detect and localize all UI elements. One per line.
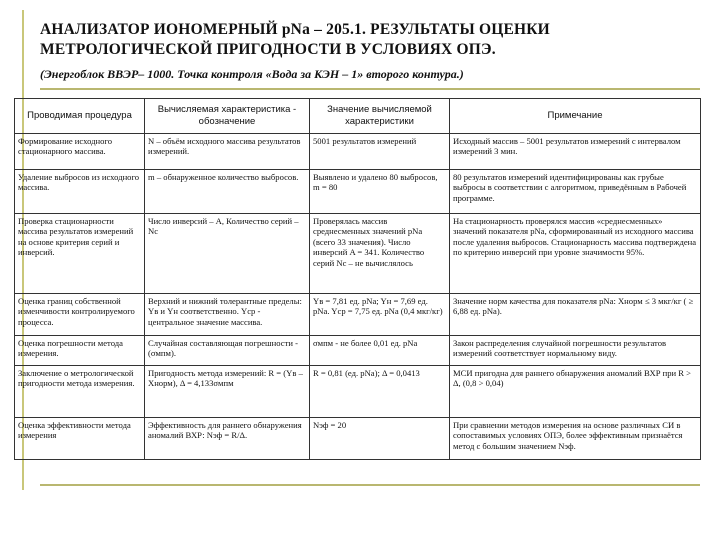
table-cell: R = 0,81 (ед. pNa); Δ = 0,0413	[310, 366, 450, 418]
table-row	[15, 294, 701, 336]
table-cell: Оценка границ собственной изменчивости контролируемого процесса.	[15, 294, 145, 336]
header-value: Значение вычисляемой характеристики	[310, 99, 450, 134]
page-title: АНАЛИЗАТОР ИОНОМЕРНЫЙ pNa – 205.1. РЕЗУЛЬТАТЫ ОЦЕНКИ МЕТРОЛОГИЧЕСКОЙ ПРИГОДНОСТИ В УСЛОВИЯХ ОПЭ.	[40, 21, 550, 58]
table-cell: Удаление выбросов из исходного массива.	[15, 170, 145, 214]
table-cell: Число инверсий – A, Количество серий – Nс	[145, 214, 310, 294]
table-row	[15, 336, 701, 366]
table-cell: σмпм - не более 0,01 ед. pNa	[310, 336, 450, 366]
table-cell: На стационарность проверялся массив «среднесменных» значений показателя pNa, сформированный из исходного массива после удаления выбросов. Стационарность массива подтверждена по критерию инверсий при уровне значимости 95%.	[450, 214, 701, 294]
table-cell: 80 результатов измерений идентифицированы как грубые выбросы в соответствии с алгоритмом, приведённым в Рабочей программе.	[450, 170, 701, 214]
table-cell: Оценка эффективности метода измерения	[15, 418, 145, 460]
bottom-divider	[40, 484, 700, 486]
table-cell: Оценка погрешности метода измерения.	[15, 336, 145, 366]
top-divider	[40, 88, 700, 90]
table-cell: Пригодность метода измерений: R = (Yв – Xнорм), Δ = 4,133σмпм	[145, 366, 310, 418]
header-procedure: Проводимая процедура	[15, 99, 145, 134]
table-cell: N – объём исходного массива результатов измерений.	[145, 134, 310, 170]
table-row	[15, 214, 701, 294]
table-row	[15, 366, 701, 418]
table-row	[15, 170, 701, 214]
table-header-row	[15, 99, 701, 134]
table-cell: Проверялась массив среднесменных значений pNa (всего 33 значения). Число инверсий A = 341. Количество серий Nс – не вычислялось	[310, 214, 450, 294]
header-note: Примечание	[450, 99, 701, 134]
header-characteristic: Вычисляемая характеристика - обозначение	[145, 99, 310, 134]
table-cell: Nэф = 20	[310, 418, 450, 460]
table-cell: Выявлено и удалено 80 выбросов, m = 80	[310, 170, 450, 214]
results-table	[14, 98, 701, 460]
table-cell: При сравнении методов измерения на основе различных СИ в сопоставимых условиях ОПЭ, более эффективным признаётся метод с большим значением Nэф.	[450, 418, 701, 460]
table-cell: Значение норм качества для показателя pNa: Xнорм ≤ 3 мкг/кг ( ≥ 6,88 ед. pNa).	[450, 294, 701, 336]
table-row	[15, 418, 701, 460]
table-cell: МСИ пригодна для раннего обнаружения аномалий ВХР при R > Δ, (0,8 > 0,04)	[450, 366, 701, 418]
table-cell: m – обнаруженное количество выбросов.	[145, 170, 310, 214]
table-cell: Закон распределения случайной погрешности результатов измерений соответствует нормальному виду.	[450, 336, 701, 366]
table-cell: Заключение о метрологической пригодности метода измерения.	[15, 366, 145, 418]
table-cell: Исходный массив – 5001 результатов измерений с интервалом измерений 3 мин.	[450, 134, 701, 170]
table-cell: Формирование исходного стационарного массива.	[15, 134, 145, 170]
table-cell: Случайная составляющая погрешности - (σмпм).	[145, 336, 310, 366]
table-cell: Верхний и нижний толерантные пределы: Yв и Yн соответственно. Yср - центральное значение массива.	[145, 294, 310, 336]
table-cell: Эффективность для раннего обнаружения аномалий ВХР: Nэф = R/Δ.	[145, 418, 310, 460]
table-cell: Проверка стационарности массива результатов измерений на основе критерия серий и инверсий.	[15, 214, 145, 294]
table-cell: 5001 результатов измерений	[310, 134, 450, 170]
table-row	[15, 134, 701, 170]
table-cell: Yв = 7,81 ед. pNa; Yн = 7,69 ед. pNa. Yср = 7,75 ед. pNa (0,4 мкг/кг)	[310, 294, 450, 336]
page-subtitle: (Энергоблок ВВЭР– 1000. Точка контроля «Вода за КЭН – 1» второго контура.)	[40, 67, 464, 81]
